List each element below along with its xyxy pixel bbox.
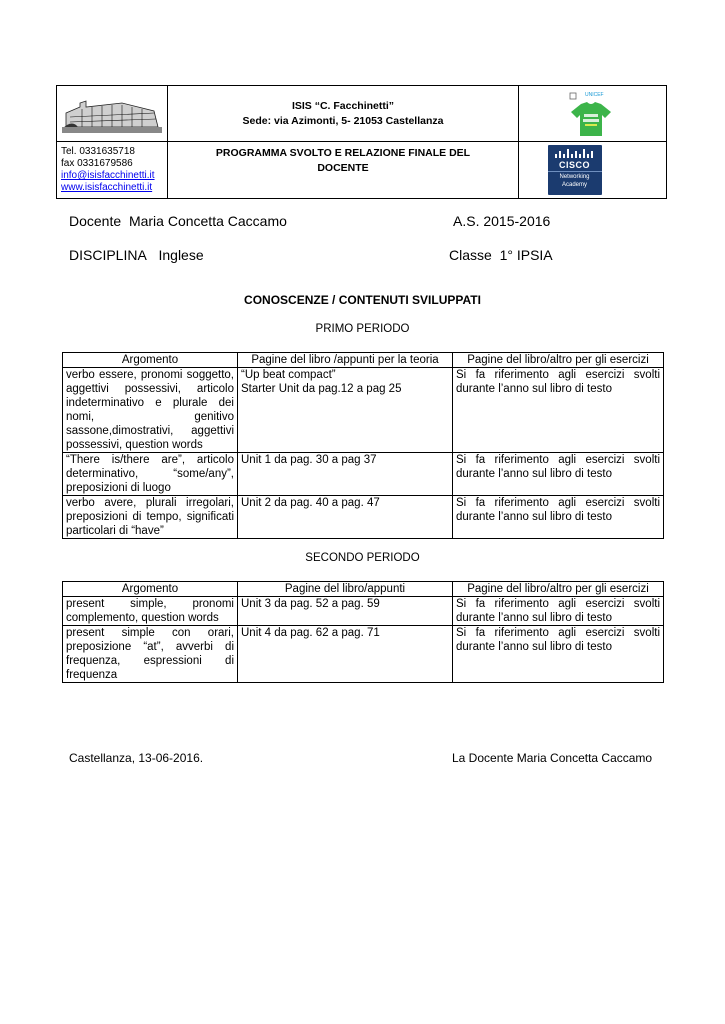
column-header: Argomento [63, 353, 238, 368]
esercizi-cell: Si fa riferimento agli esercizi svolti durante l’anno sul libro di testo [453, 496, 664, 539]
table-row [63, 368, 664, 453]
document-title-cell [168, 142, 519, 199]
cisco-networking-label: Networking [559, 174, 590, 180]
column-header: Pagine del libro/altro per gli esercizi [453, 582, 664, 597]
teoria-cell: Unit 2 da pag. 40 a pag. 47 [238, 496, 453, 539]
disciplina-line [69, 247, 204, 263]
cisco-academy-logo [548, 145, 602, 195]
cisco-academy-label: Academy [561, 182, 587, 188]
table-header-row [63, 582, 664, 597]
header-table [56, 85, 667, 199]
argomento-cell: “There is/there are”, articolo determinativo, “some/any”, preposizioni di luogo [63, 453, 238, 496]
signature: La Docente Maria Concetta Caccamo [452, 751, 653, 765]
column-header: Argomento [63, 582, 238, 597]
argomento-cell: verbo essere, pronomi soggetto, aggettivi possessivi, articolo indeterminativo e plurale dei nomi, genitivo sassone,dimostrativi, aggettivi possessivi, question words [63, 368, 238, 453]
place-date: Castellanza, 13-06-2016. [69, 751, 204, 765]
column-header: Pagine del libro /appunti per la teoria [238, 353, 453, 368]
esercizi-cell: Si fa riferimento agli esercizi svolti durante l’anno sul libro di testo [453, 597, 664, 626]
cisco-bars-icon [555, 148, 595, 160]
esercizi-cell: Si fa riferimento agli esercizi svolti durante l’anno sul libro di testo [453, 626, 664, 683]
teoria-text: Starter Unit da pag.12 a pag 25 [241, 383, 402, 395]
school-building-logo [62, 89, 162, 133]
school-year-label: A.S. [453, 213, 480, 229]
table-row [63, 626, 664, 683]
cisco-logo-cell [519, 142, 667, 199]
table-row [63, 453, 664, 496]
argomento-cell: present simple con orari, preposizione “at”, avverbi di frequenza, espressioni di frequenza [63, 626, 238, 683]
docente-line [69, 213, 287, 229]
primo-periodo-title: PRIMO PERIODO [315, 323, 410, 335]
school-info-cell [168, 86, 519, 142]
docente-name: Maria Concetta Caccamo [128, 213, 287, 229]
teoria-text: “Up beat compact” [241, 369, 336, 381]
table-header-row [63, 353, 664, 368]
tshirt-icon [571, 102, 611, 136]
classe-label: Classe [449, 247, 492, 263]
docente-label: Docente [69, 213, 122, 229]
table-row [63, 496, 664, 539]
esercizi-cell: Si fa riferimento agli esercizi svolti durante l’anno sul libro di testo [453, 368, 664, 453]
classe-value: 1° IPSIA [499, 247, 553, 263]
teoria-cell: Unit 3 da pag. 52 a pag. 59 [238, 597, 453, 626]
school-address: Sede: via Azimonti, 5- 21053 Castellanza [242, 114, 444, 127]
school-building-logo-cell [57, 86, 168, 142]
disciplina-label: DISCIPLINA [69, 247, 147, 263]
column-header: Pagine del libro/altro per gli esercizi [453, 353, 664, 368]
website-link[interactable]: www.isisfacchinetti.it [61, 182, 153, 193]
contact-cell [57, 142, 168, 199]
school-year-value: 2015-2016 [483, 213, 551, 229]
teoria-cell: Unit 1 da pag. 30 a pag 37 [238, 453, 453, 496]
teoria-cell [238, 368, 453, 453]
phone-number: Tel. 0331635718 [61, 146, 135, 157]
email-link[interactable]: info@isisfacchinetti.it [61, 170, 155, 181]
table-row [63, 597, 664, 626]
document-title-line2: DOCENTE [317, 162, 369, 174]
cisco-wordmark: CISCO [558, 160, 590, 170]
unicef-label: UNICEF [585, 91, 604, 98]
teoria-cell: Unit 4 da pag. 62 a pag. 71 [238, 626, 453, 683]
disciplina-value: Inglese [158, 247, 204, 263]
secondo-periodo-table [62, 581, 664, 683]
unicef-logo-cell [519, 86, 667, 142]
fax-number: fax 0331679586 [61, 158, 133, 169]
argomento-cell: present simple, pronomi complemento, question words [63, 597, 238, 626]
esercizi-cell: Si fa riferimento agli esercizi svolti durante l’anno sul libro di testo [453, 453, 664, 496]
classe-line [449, 247, 553, 263]
secondo-periodo-title: SECONDO PERIODO [305, 552, 420, 564]
primo-periodo-table [62, 352, 664, 539]
document-title-line1: PROGRAMMA SVOLTO E RELAZIONE FINALE DEL [215, 147, 471, 159]
small-emblem-icon [569, 92, 577, 100]
section-title: CONOSCENZE / CONTENUTI SVILUPPATI [244, 293, 481, 307]
school-name: ISIS “C. Facchinetti” [291, 99, 395, 112]
column-header: Pagine del libro/appunti [238, 582, 453, 597]
school-year [453, 213, 550, 229]
argomento-cell: verbo avere, plurali irregolari, preposizioni di tempo, significati particolari di “have” [63, 496, 238, 539]
